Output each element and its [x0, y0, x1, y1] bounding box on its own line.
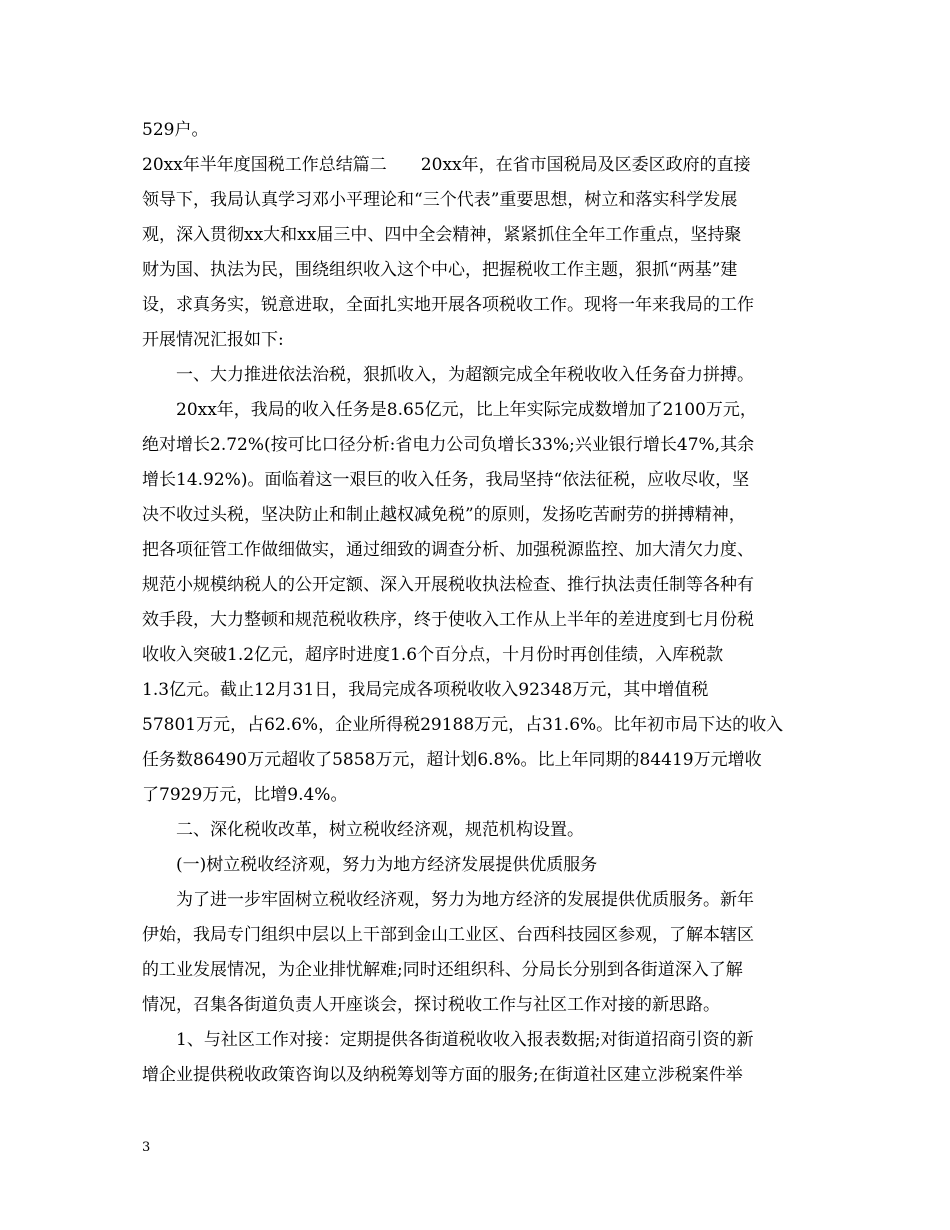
- text-line-16: 收收入突破1.2亿元，超序时进度1.6个百分点，十月份时再创佳绩，入库税款: [142, 645, 724, 665]
- text-line-13: 把各项征管工作做细做实，通过细致的调查分析、加强税源监控、加大清欠力度、: [142, 540, 754, 560]
- text-line-11: 增长14.92%)。面临着这一艰巨的收入任务，我局坚持“依法征税，应收尽收，坚: [142, 470, 750, 490]
- text-line-1: 529户。: [142, 120, 209, 140]
- text-line-12: 决不收过头税，坚决防止和制止越权减免税”的原则，发扬吃苦耐劳的拼搏精神，: [142, 505, 746, 525]
- text-line-10: 绝对增长2.72%(按可比口径分析:省电力公司负增长33%;兴业银行增长47%,其余: [142, 435, 755, 455]
- text-line-4: 观，深入贯彻xx大和xx届三中、四中全会精神，紧紧抓住全年工作重点，坚持聚: [142, 225, 742, 245]
- text-line-2: 20xx年半年度国税工作总结篇二 20xx年，在省市国税局及区委区政府的直接: [142, 155, 751, 175]
- text-line-20: 了7929万元，比增9.4%。: [142, 785, 348, 805]
- text-line-6: 设，求真务实，锐意进取，全面扎实地开展各项税收工作。现将一年来我局的工作: [142, 295, 754, 315]
- text-line-15: 效手段，大力整顿和规范税收秩序，终于使收入工作从上半年的差进度到七月份税: [142, 610, 754, 630]
- subsection-heading-1: (一)树立税收经济观，努力为地方经济发展提供优质服务: [176, 855, 598, 875]
- page-number: 3: [142, 1140, 151, 1155]
- section-heading-2: 二、深化税收改革，树立税收经济观，规范机构设置。: [176, 820, 584, 840]
- text-line-5: 财为国、执法为民，围绕组织收入这个中心，把握税收工作主题，狠抓“两基”建: [142, 260, 738, 280]
- text-line-19: 任务数86490万元超收了5858万元，超计划6.8%。比上年同期的84419万元增收: [142, 750, 762, 770]
- text-line-17: 1.3亿元。截止12月31日，我局完成各项税收收入92348万元，其中增值税: [142, 680, 709, 700]
- text-line-28: 增企业提供税收政策咨询以及纳税筹划等方面的服务;在街道社区建立涉税案件举: [142, 1065, 743, 1085]
- text-line-14: 规范小规模纳税人的公开定额、深入开展税收执法检查、推行执法责任制等各种有: [142, 575, 754, 595]
- text-line-27: 1、与社区工作对接：定期提供各街道税收收入报表数据;对街道招商引资的新: [176, 1030, 754, 1050]
- text-line-23: 为了进一步牢固树立税收经济观，努力为地方经济的发展提供优质服务。新年: [176, 890, 754, 910]
- text-line-26: 情况，召集各街道负责人开座谈会，探讨税收工作与社区工作对接的新思路。: [142, 995, 720, 1015]
- section-heading-1: 一、大力推进依法治税，狠抓收入，为超额完成全年税收收入任务奋力拼搏。: [176, 365, 754, 385]
- text-line-18: 57801万元，占62.6%，企业所得税29188万元，占31.6%。比年初市局下达的收入: [142, 715, 784, 735]
- text-line-25: 的工业发展情况，为企业排忧解难;同时还组织科、分局长分别到各街道深入了解: [142, 960, 743, 980]
- text-line-7: 开展情况汇报如下:: [142, 330, 284, 350]
- text-line-3: 领导下，我局认真学习邓小平理论和“三个代表”重要思想，树立和落实科学发展: [142, 190, 738, 210]
- text-line-24: 伊始，我局专门组织中层以上干部到金山工业区、台西科技园区参观，了解本辖区: [142, 925, 754, 945]
- text-line-9: 20xx年，我局的收入任务是8.65亿元，比上年实际完成数增加了2100万元，: [176, 400, 757, 420]
